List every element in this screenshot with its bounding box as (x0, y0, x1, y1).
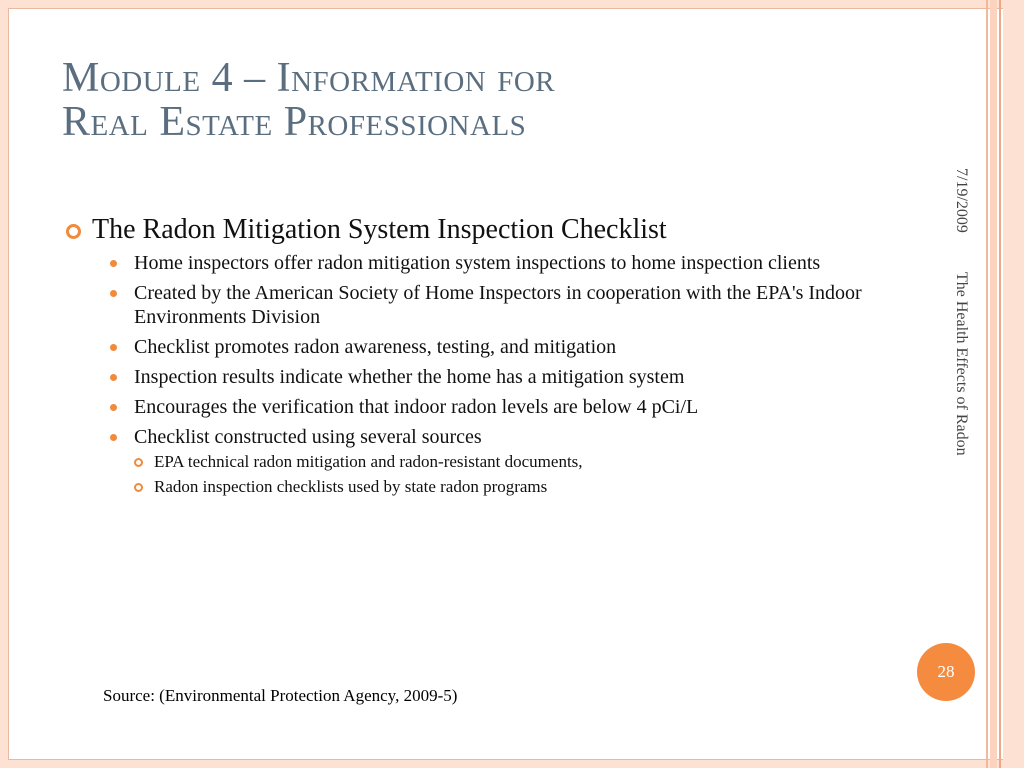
list-item (108, 335, 902, 359)
list-item-text: Encourages the verification that indoor radon levels are below 4 pCi/L (134, 396, 699, 418)
sub-bullet-list (134, 451, 902, 498)
list-item (108, 281, 902, 329)
slide-footer: The Health Effects of Radon (953, 272, 970, 456)
source-citation: Source: (Environmental Protection Agency, 2009-5) (103, 686, 458, 705)
slide-date: 7/19/2009 (953, 168, 970, 233)
decor-stripe (990, 0, 997, 768)
ring-bullet-icon (66, 224, 81, 239)
dot-bullet-icon (110, 290, 117, 297)
main-bullet (62, 213, 902, 247)
dot-bullet-icon (110, 344, 117, 351)
list-item-text: Checklist promotes radon awareness, testing, and mitigation (134, 336, 617, 358)
page-number: 28 (937, 662, 955, 681)
main-bullet-text: The Radon Mitigation System Inspection Checklist (92, 214, 667, 245)
ring-bullet-icon (134, 483, 143, 492)
list-item-text: Home inspectors offer radon mitigation system inspections to home inspection clients (134, 252, 821, 274)
list-item-text: Checklist constructed using several sources (134, 426, 482, 448)
sub-list-item (134, 476, 902, 498)
sub-list-item-text: EPA technical radon mitigation and radon-resistant documents, (154, 452, 583, 471)
title-line-1: Module 4 – Information for (62, 55, 556, 101)
dot-bullet-icon (110, 404, 117, 411)
list-item (108, 425, 902, 498)
decor-stripe (986, 0, 988, 768)
list-item (108, 365, 902, 389)
bullet-list (62, 251, 902, 498)
list-item (108, 251, 902, 275)
sub-list-item (134, 451, 902, 473)
page-number-badge (917, 643, 975, 701)
decor-stripe (1003, 0, 1016, 768)
slide-title (62, 56, 922, 144)
list-item (108, 395, 902, 419)
dot-bullet-icon (110, 374, 117, 381)
dot-bullet-icon (110, 434, 117, 441)
ring-bullet-icon (134, 458, 143, 467)
title-line-2: Real Estate Professionals (62, 99, 527, 145)
list-item-text: Inspection results indicate whether the home has a mitigation system (134, 366, 685, 388)
list-item-text: Created by the American Society of Home Inspectors in cooperation with the EPA's Indoor Environments Division (134, 282, 862, 328)
dot-bullet-icon (110, 260, 117, 267)
slide-body (62, 213, 902, 504)
decor-stripe (999, 0, 1001, 768)
sub-list-item-text: Radon inspection checklists used by state radon programs (154, 477, 548, 496)
